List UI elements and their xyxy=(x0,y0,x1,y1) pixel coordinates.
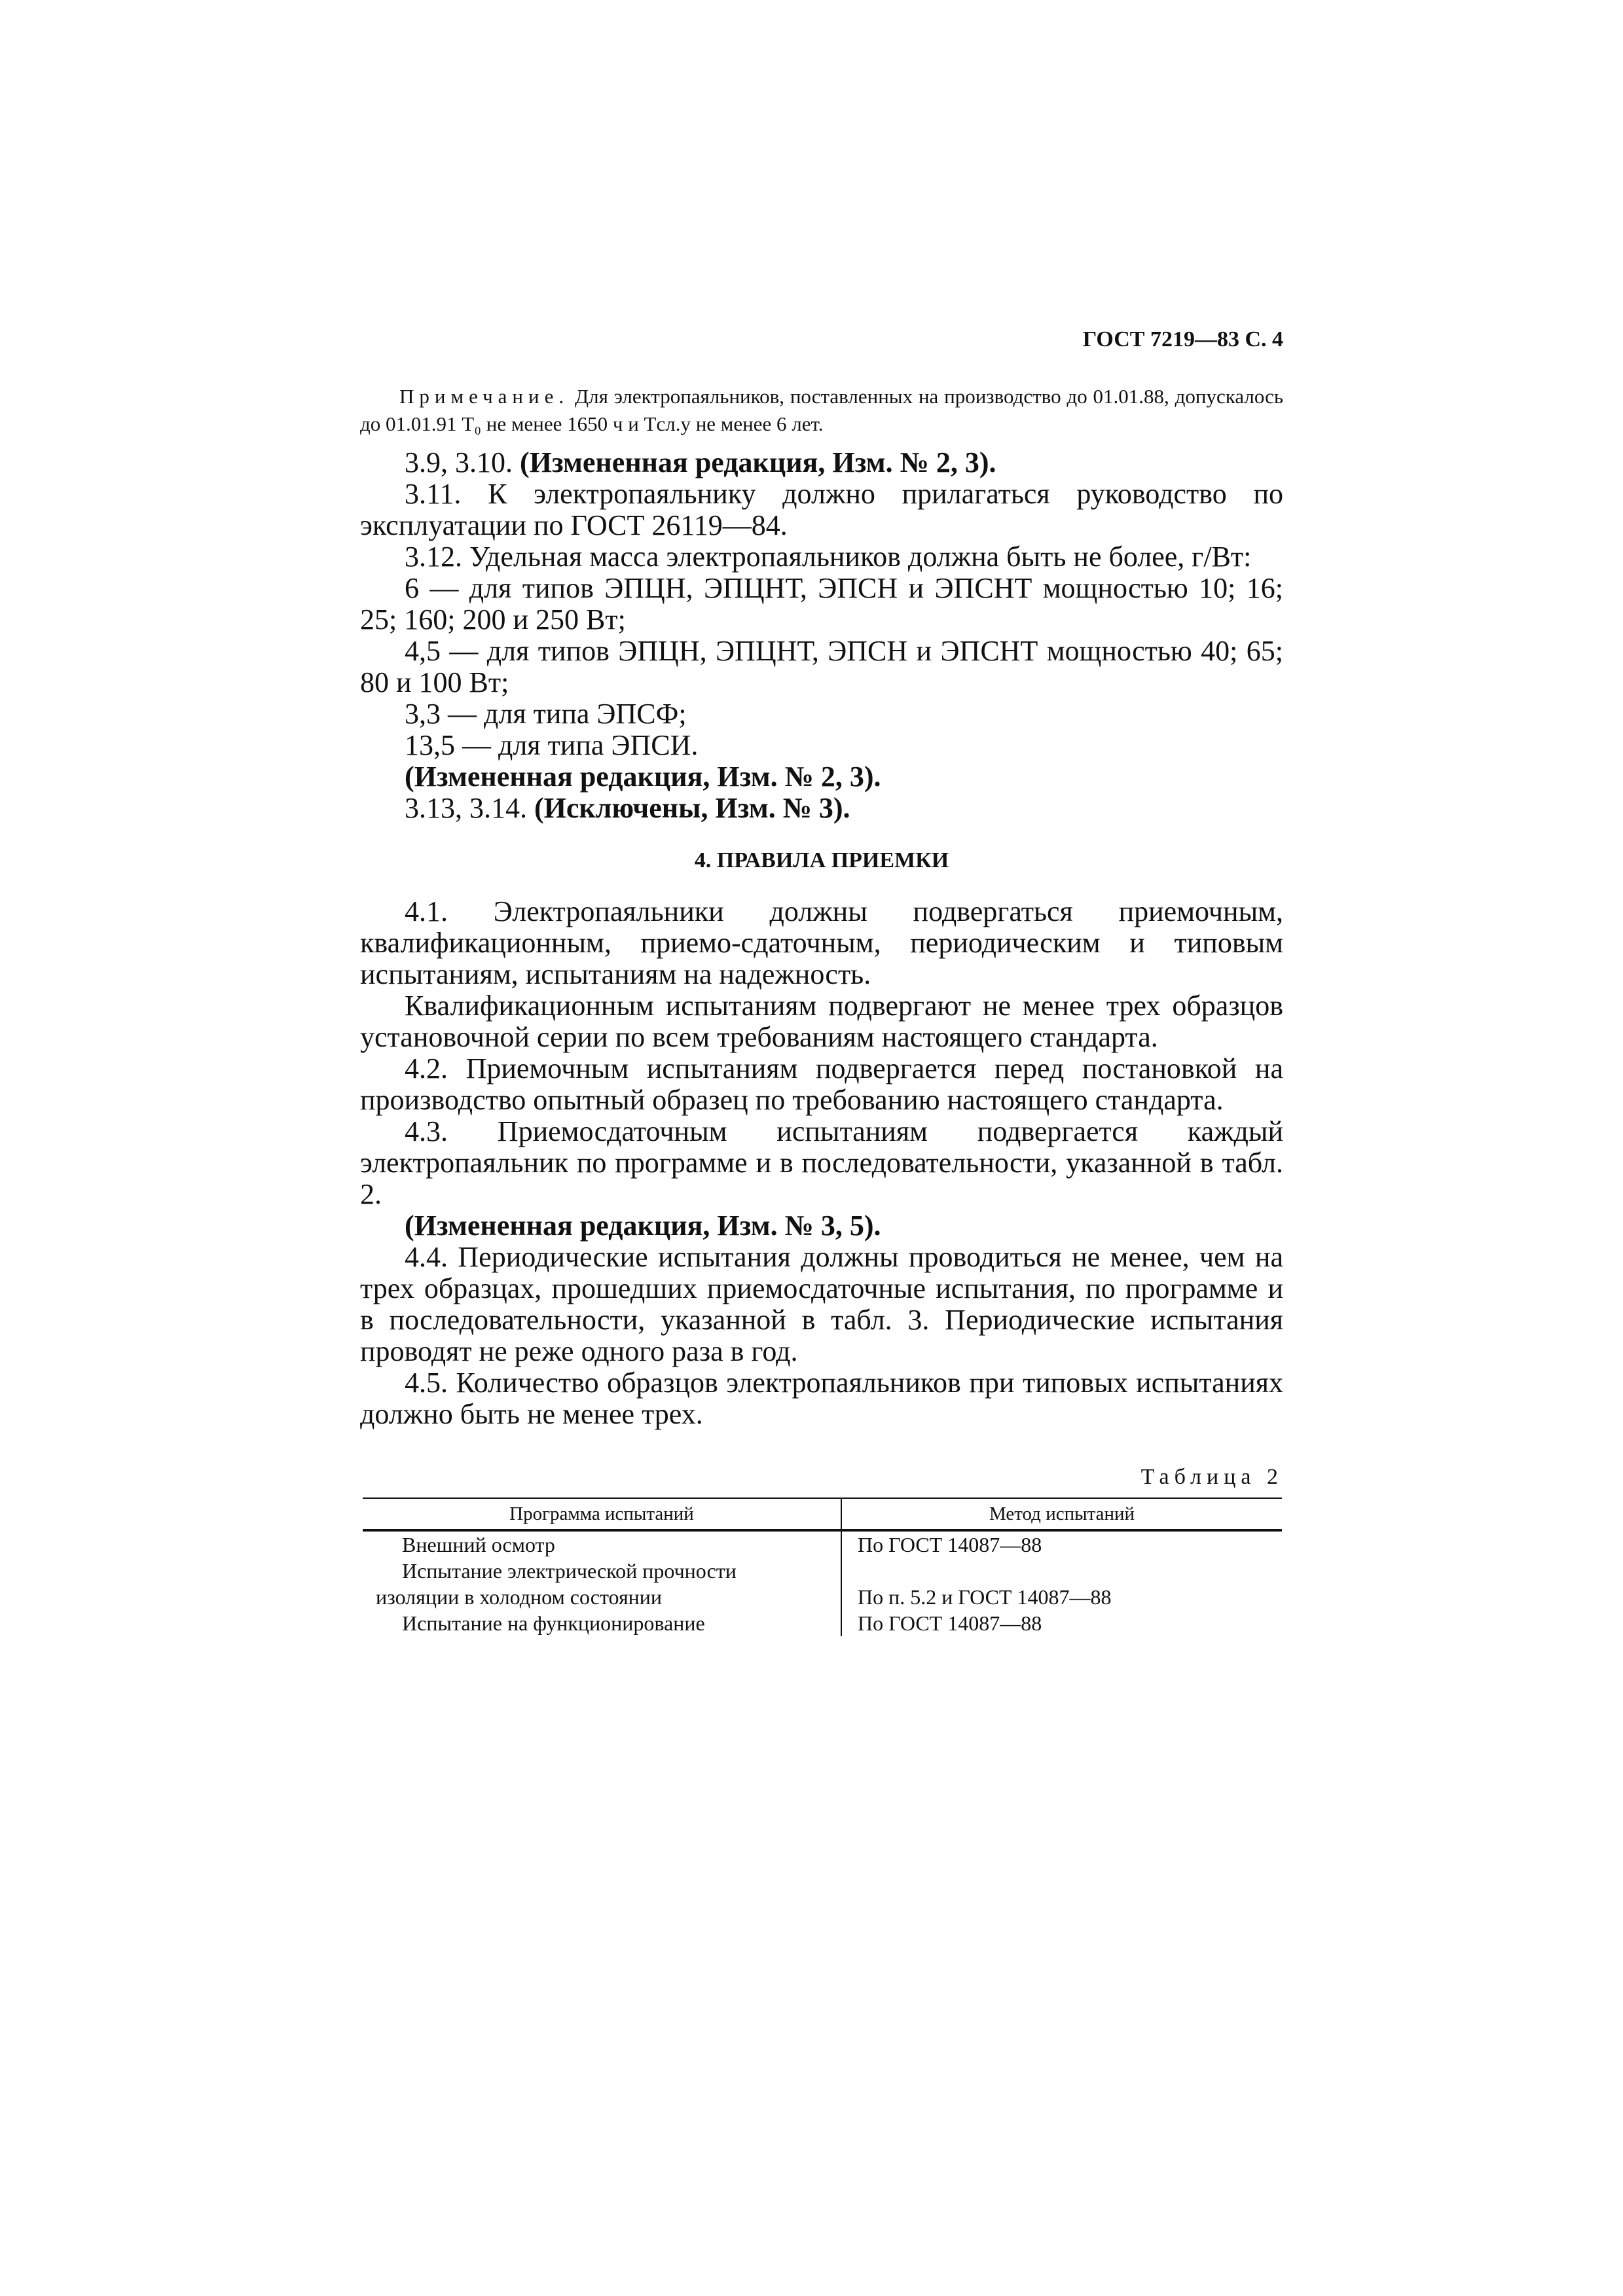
table-row xyxy=(363,1610,1282,1636)
amendment-note xyxy=(360,761,1283,793)
paragraph-3-11: 3.11. К электропаяльнику должно прилагаться руководство по эксплуатации по ГОСТ 26119—84. xyxy=(360,478,1283,541)
program-cell xyxy=(363,1530,841,1558)
paragraph-3-9 xyxy=(360,447,1283,478)
paragraph-3-12: 3.12. Удельная масса электропаяльников должна быть не более, г/Вт: xyxy=(405,541,1252,573)
mass-item-6: 6 — для типов ЭПЦН, ЭПЦНТ, ЭПСН и ЭПСНТ мощностью 10; 16; 25; 160; 200 и 250 Вт; xyxy=(360,572,1283,636)
amendment-text: (Измененная редакция, Изм. № 2, 3). xyxy=(405,761,881,793)
paragraph-4-4: 4.4. Периодические испытания должны проводиться не менее, чем на трех образцах, прошедших приемосдаточные испытания, по программе и в последовательности, указанной в табл. 3. Периодические испытания проводят не реже одного раза в год. xyxy=(360,1241,1283,1367)
method-cell: По п. 5.2 и ГОСТ 14087—88 xyxy=(858,1585,1112,1609)
paragraph-4-2: 4.2. Приемочным испытаниям подвергается перед постановкой на производство опытный образец по требованию настоящего стандарта. xyxy=(360,1052,1283,1116)
amendment-note xyxy=(360,1210,1283,1242)
paragraph-3-13 xyxy=(360,793,1283,824)
col-header-method: Метод испытаний xyxy=(841,1498,1282,1530)
program-text: Испытание на функционирование xyxy=(402,1611,705,1635)
table-2 xyxy=(363,1498,1282,1636)
method-cell: По ГОСТ 14087—88 xyxy=(858,1611,1042,1635)
program-cell xyxy=(363,1610,841,1636)
document-body xyxy=(360,447,1283,1430)
method-cell: По ГОСТ 14087—88 xyxy=(858,1533,1042,1556)
mass-item-4-5: 4,5 — для типов ЭПЦН, ЭПЦНТ, ЭПСН и ЭПСНТ мощностью 40; 65; 80 и 100 Вт; xyxy=(360,635,1283,698)
program-text-line1: Испытание электрической прочности xyxy=(402,1559,737,1583)
col-header-program: Программа испытаний xyxy=(363,1498,841,1530)
note xyxy=(360,383,1283,438)
section-title: 4. ПРАВИЛА ПРИЕМКИ xyxy=(694,848,949,872)
amendment-note: (Измененная редакция, Изм. № 2, 3). xyxy=(520,446,996,478)
paragraph-qualification: Квалификационным испытаниям подвергают не менее трех образцов установочной серии по всем требованиям настоящего стандарта. xyxy=(360,990,1283,1053)
program-text-line2: изоляции в холодном состоянии xyxy=(376,1585,663,1609)
program-cell xyxy=(363,1558,841,1610)
note-label: Примечание. xyxy=(399,385,570,408)
table-row xyxy=(363,1530,1282,1558)
program-text: Внешний осмотр xyxy=(402,1533,555,1556)
note-text: Для электропаяльников, поставленных на производство до 01.01.88, допускалось до 01.01.91 T₀ не менее 1650 ч и Tсл.у не менее 6 лет. xyxy=(360,385,1284,435)
clause-number: 3.13, 3.14. xyxy=(405,792,527,824)
amendment-text: (Измененная редакция, Изм. № 3, 5). xyxy=(405,1210,881,1242)
mass-item-13-5: 13,5 — для типа ЭПСИ. xyxy=(405,729,699,761)
table-caption: Таблица 2 xyxy=(1140,1465,1283,1489)
excluded-note: (Исключены, Изм. № 3). xyxy=(534,792,850,824)
paragraph-4-5: 4.5. Количество образцов электропаяльников при типовых испытаниях должно быть не менее трех. xyxy=(360,1367,1283,1430)
table-header-row xyxy=(363,1498,1282,1530)
page-header: ГОСТ 7219—83 С. 4 xyxy=(1082,327,1283,351)
clause-number: 3.9, 3.10. xyxy=(405,446,513,478)
paragraph-4-1: 4.1. Электропаяльники должны подвергаться приемочным, квалификационным, приемо-сдаточным, периодическим и типовым испытаниям, испытаниям на надежность. xyxy=(360,895,1283,990)
paragraph-4-3: 4.3. Приемосдаточным испытаниям подвергается каждый электропаяльник по программе и в последовательности, указанной в табл. 2. xyxy=(360,1115,1283,1210)
mass-item-3-3: 3,3 — для типа ЭПСФ; xyxy=(405,698,687,730)
table-row xyxy=(363,1558,1282,1610)
